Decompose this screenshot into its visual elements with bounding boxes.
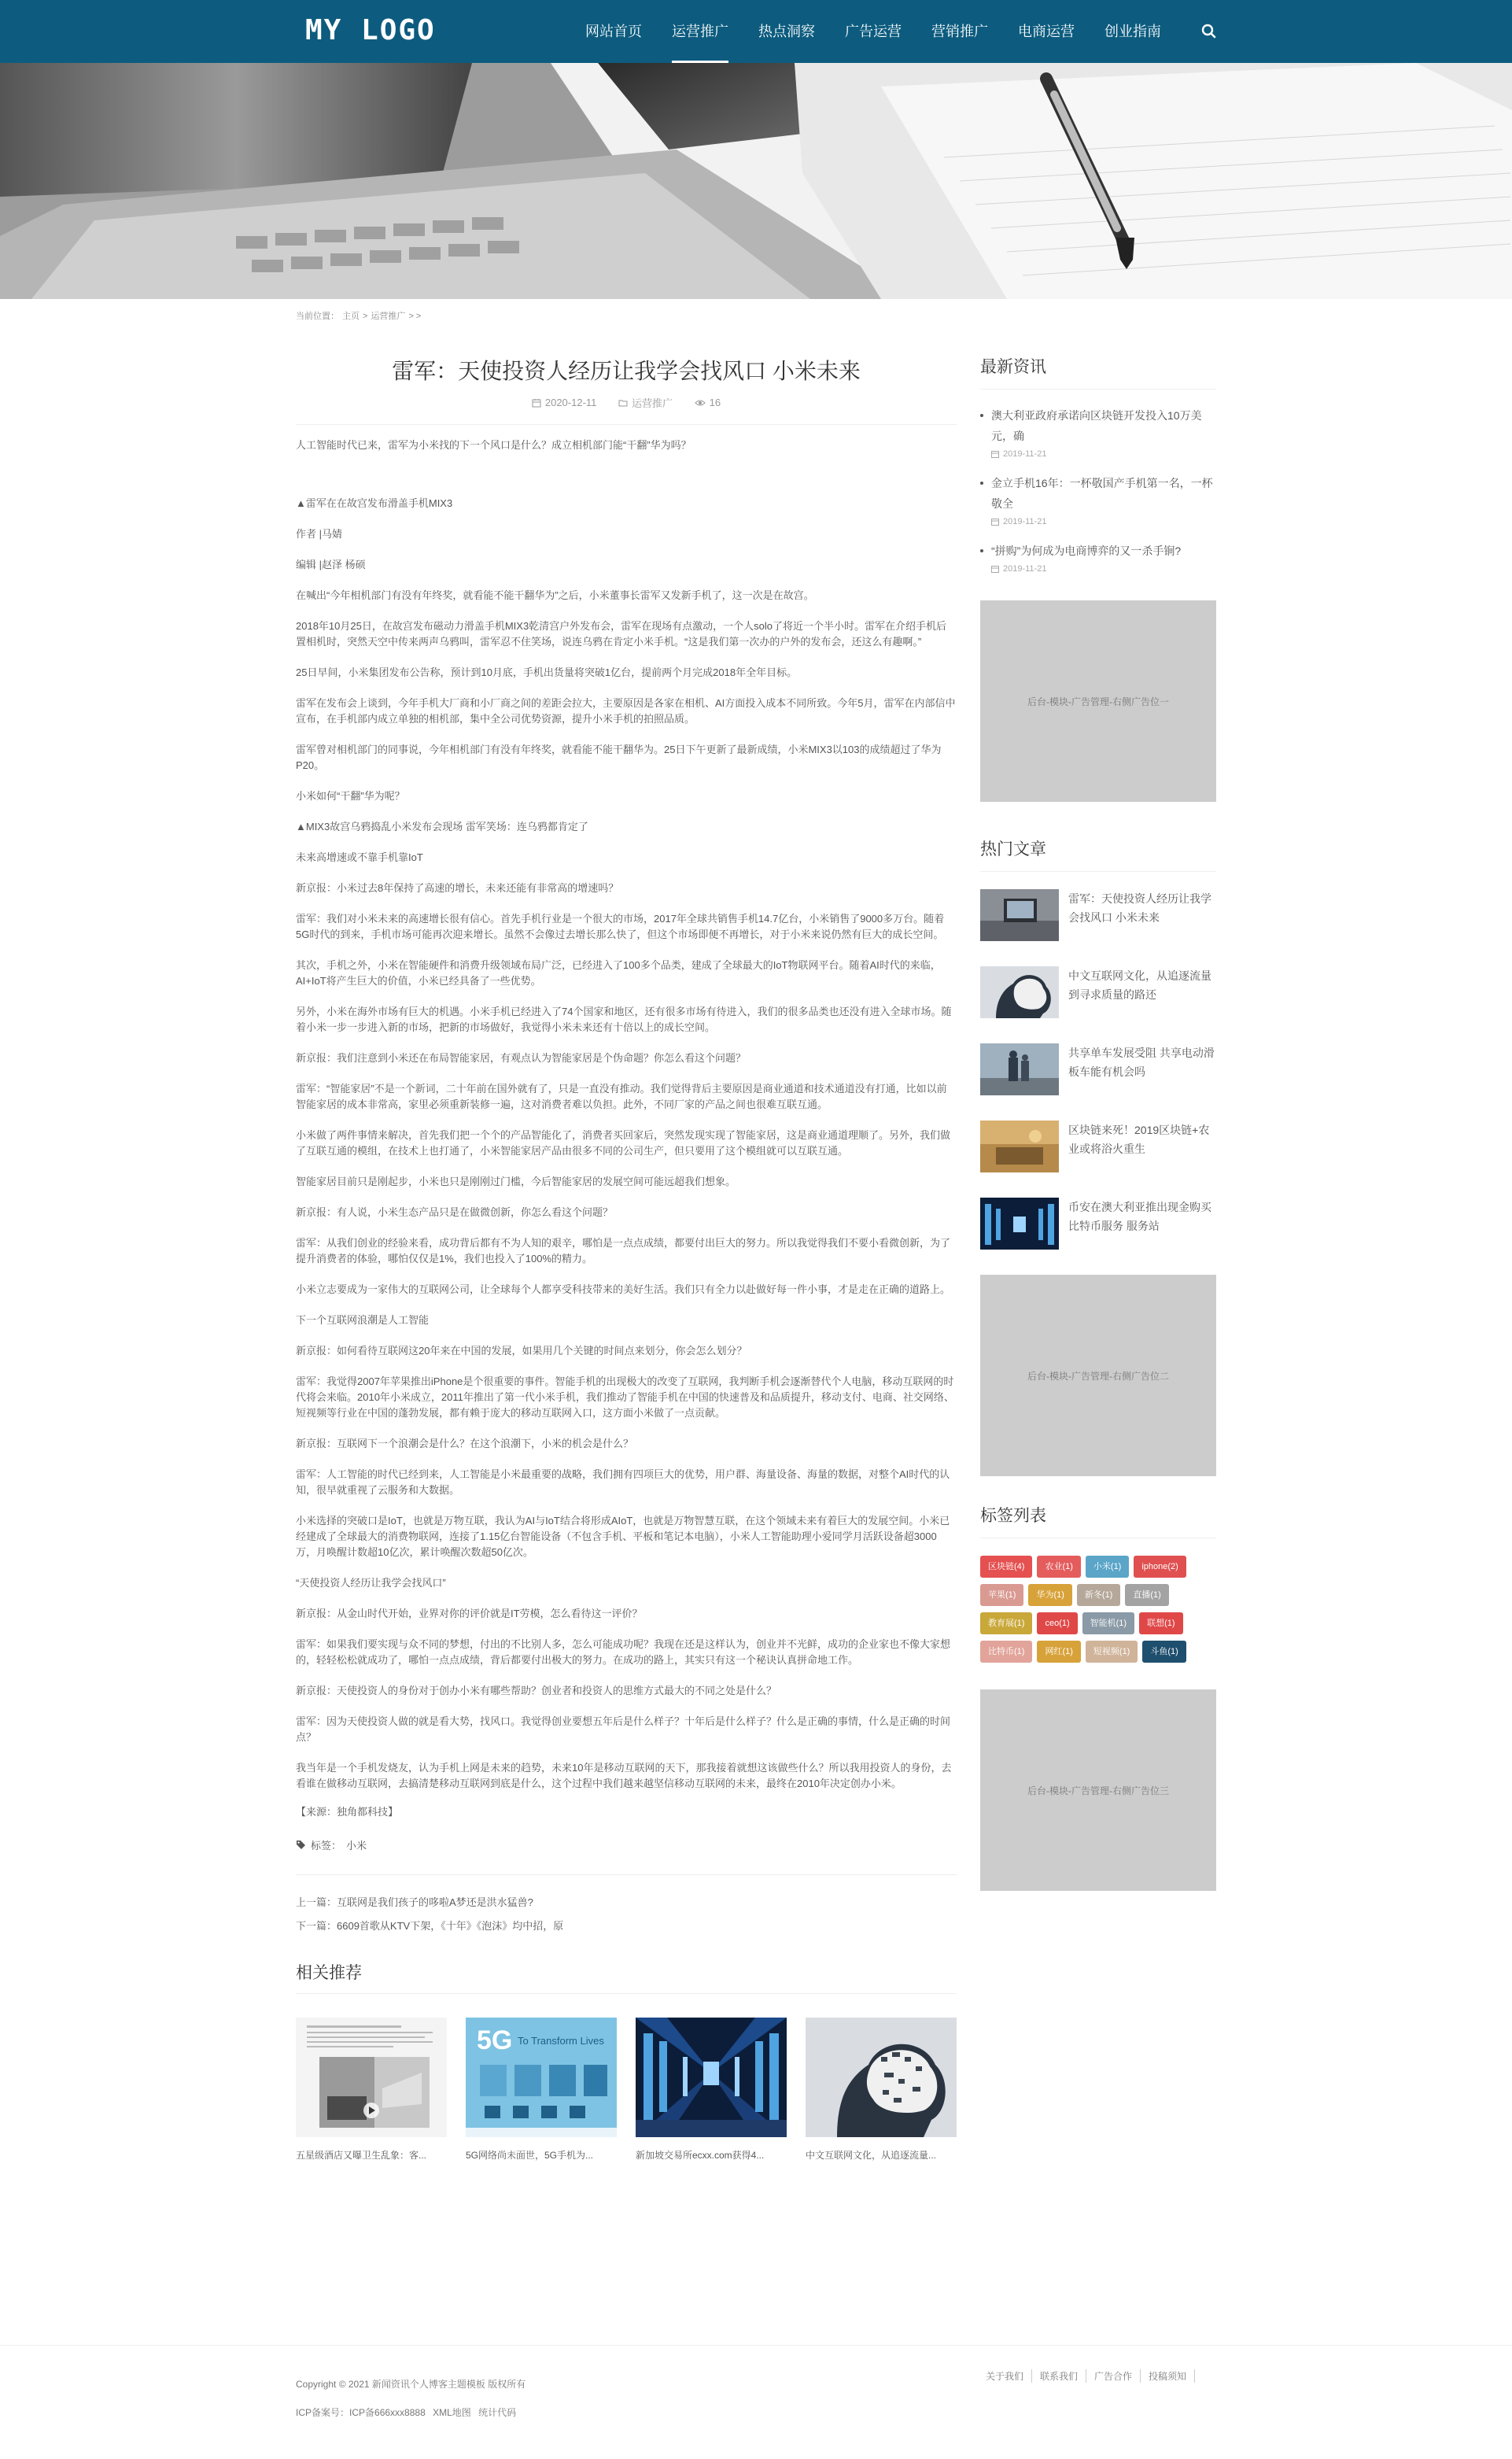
article-date-text: 2020-12-11 — [544, 397, 597, 408]
tag-item[interactable]: ceo(1) — [1037, 1612, 1077, 1634]
article-paragraph: 雷军：我觉得2007年苹果推出iPhone是个很重要的事件。智能手机的出现极大的改变了互联网，我判断手机会逐渐替代个人电脑，移动互联网的时代将会来临。2010年小米成立，2011年推出了第一代小米手机，我们推动了智能手机在中国的快速普及和品质提升，移动支付、电商、社交网络、短视频等行业在中国的蓬勃发展，都有赖于庞大的移动互联网入口，这方面小米做了一点贡献。 — [296, 1375, 954, 1419]
calendar-icon — [991, 518, 999, 526]
article-paragraph: 雷军：如果我们要实现与众不同的梦想，付出的不比别人多，怎么可能成功呢？我现在还是这样认为，创业并不光鲜，成功的企业家也不像大家想的，轻轻松松就成功了，哪怕一点点成绩，背后都要付出极大的努力。在成功的路上，其实只有这一个秘诀认真拼命地工作。 — [296, 1638, 951, 1666]
related-item[interactable] — [806, 2018, 957, 2162]
article-paragraph: 其次，手机之外，小米在智能硬件和消费升级领域布局广泛，已经进入了100多个品类，建成了全球最大的IoT物联网平台。随着AI时代的来临，AI+IoT将产生巨大的价值，小米已经具备了一些优势。 — [296, 959, 941, 987]
nav-item-ecommerce[interactable]: 电商运营 — [1018, 24, 1075, 39]
news-date — [980, 564, 1216, 574]
site-header — [0, 0, 1512, 63]
calendar-icon — [532, 398, 541, 408]
tag-item[interactable]: 新冬(1) — [1077, 1584, 1120, 1606]
related-5g-subtitle: To Transform Lives — [518, 2035, 604, 2047]
article-paragraph: 人工智能时代已来，雷军为小米找的下一个风口是什么？成立相机部门能“干翻”华为吗？ — [296, 439, 691, 451]
hot-article-thumbnail[interactable] — [980, 966, 1059, 1018]
related-title: 相关推荐 — [296, 1960, 957, 1994]
nav-item-home[interactable]: 网站首页 — [585, 24, 642, 39]
tag-item[interactable]: 斗鱼(1) — [1142, 1641, 1186, 1663]
news-date-text: 2019-11-21 — [1003, 517, 1047, 526]
footer-links — [986, 2369, 1195, 2383]
icp-label: ICP备案号： — [296, 2407, 350, 2418]
news-item[interactable] — [980, 541, 1216, 574]
hot-article-title[interactable]: 中文互联网文化，从追逐流量到寻求质量的路还 — [1068, 969, 1211, 1001]
article-paragraph: 新京报：有人说，小米生态产品只是在做微创新，你怎么看这个问题？ — [296, 1206, 614, 1218]
ad-slot-3[interactable]: 后台-模块-广告管理-右侧广告位三 — [980, 1689, 1216, 1891]
next-article-link[interactable]: 6609首歌从KTV下架，《十年》《泡沫》均中招，原 — [337, 1920, 564, 1932]
article-tag-link[interactable]: 小米 — [346, 1840, 367, 1852]
related-caption[interactable]: 5G网络尚未面世，5G手机为... — [466, 2150, 594, 2161]
tag-item[interactable]: 农业(1) — [1037, 1556, 1080, 1578]
xml-map-link[interactable]: XML地图 — [433, 2407, 471, 2418]
article-paragraph: 小米选择的突破口是IoT，也就是万物互联，我认为AI与IoT结合将形成AIoT，也就是万物智慧互联，在这个领域未来有着巨大的发展空间。小米已经建成了全球最大的消费物联网，连接了1.15亿台智能设备（不包含手机、平板和笔记本电脑），小米人工智能助理小爱同学月活跃设备超3000万，月唤醒计数超10亿次，累计唤醒次数超50亿次。 — [296, 1515, 950, 1558]
copyright: Copyright © 2021 新闻资讯个人博客主题模板 版权所有 — [296, 2379, 526, 2390]
news-title[interactable]: 金立手机16年：一杯敬国产手机第一名，一杯敬全 — [980, 473, 1216, 514]
article-tags-label: 标签： — [311, 1840, 342, 1852]
article-body — [296, 438, 957, 1792]
hero-banner-image — [0, 63, 1512, 299]
hot-article-item[interactable] — [980, 966, 1216, 1018]
prev-article — [296, 1891, 957, 1914]
article-paragraph: 雷军在发布会上谈到，今年手机大厂商和小厂商之间的差距会拉大，主要原因是各家在相机、AI方面投入成本不同所致。今年5月，雷军在内部信中宣布，在手机部内成立单独的相机部，集中全公司优势资源，提升小米手机的拍照品质。 — [296, 697, 956, 725]
article-meta — [296, 395, 957, 425]
article-paragraph: 小米立志要成为一家伟大的互联网公司，让全球每个人都享受科技带来的美好生活。我们只有全力以赴做好每一件小事，才是走在正确的道路上。 — [296, 1283, 951, 1295]
article-category[interactable] — [618, 395, 673, 410]
hot-article-item[interactable] — [980, 1043, 1216, 1095]
article-paragraph: 我当年是一个手机发烧友，认为手机上网是未来的趋势，未来10年是移动互联网的天下，那我接着就想这该做些什么？所以我用投资人的身份，去看谁在做移动互联网，去搞清楚移动互联网到底是什么，这个过程中我们越来越坚信移动互联网的未来，最终在2010年决定创办小米。 — [296, 1762, 952, 1789]
latest-news-title: 最新资讯 — [980, 354, 1216, 390]
news-title[interactable]: “拼购”为何成为电商博弈的又一杀手锏? — [980, 541, 1216, 561]
tag-list — [980, 1556, 1210, 1663]
tag-item[interactable]: 小米(1) — [1086, 1556, 1129, 1578]
prev-label: 上一篇： — [296, 1896, 337, 1908]
tag-item[interactable]: 比特币(1) — [980, 1641, 1032, 1663]
article-paragraph: 编辑 |赵泽 杨硕 — [296, 559, 366, 570]
site-footer — [0, 2345, 1512, 2459]
article-paragraph: 未来高增速或不靠手机靠IoT — [296, 851, 423, 863]
related-caption[interactable]: 新加坡交易所ecxx.com获得4... — [636, 2150, 765, 2161]
news-item[interactable] — [980, 405, 1216, 459]
folder-icon — [618, 398, 628, 408]
hot-article-thumbnail[interactable] — [980, 889, 1059, 941]
footer-link-ads[interactable]: 广告合作 — [1086, 2369, 1141, 2383]
breadcrumb-category[interactable]: 运营推广 — [371, 312, 406, 321]
tag-icon — [296, 1840, 306, 1850]
news-title[interactable]: 澳大利亚政府承诺向区块链开发投入10万美元，确 — [980, 405, 1216, 446]
article-paragraph: 新京报：天使投资人的身份对于创办小米有哪些帮助？创业者和投资人的思维方式最大的不同之处是什么？ — [296, 1685, 777, 1697]
news-date-text: 2019-11-21 — [1003, 449, 1047, 459]
latest-news-list — [980, 405, 1216, 574]
tag-item[interactable]: 教育展(1) — [980, 1612, 1032, 1634]
breadcrumb-sep: > — [363, 312, 368, 321]
calendar-icon — [991, 565, 999, 573]
main-nav — [585, 0, 1191, 63]
related-caption[interactable]: 中文互联网文化，从追逐流量... — [806, 2150, 937, 2161]
footer-link-about[interactable]: 关于我们 — [986, 2369, 1032, 2383]
related-5g-title: 5G — [477, 2025, 513, 2055]
hot-articles-title: 热门文章 — [980, 836, 1216, 872]
nav-item-marketing[interactable]: 营销推广 — [931, 24, 988, 39]
hot-article-title[interactable]: 区块链来死！2019区块链+农业或将浴火重生 — [1068, 1124, 1210, 1155]
article-paragraph: 雷军：“智能家居”不是一个新词，二十年前在国外就有了，只是一直没有推动。我们觉得背后主要原因是商业通道和技术通道没有打通，比如以前智能家居的成本非常高，家里必须重新装修一遍，这对消费者难以负担。此外，不同厂家的产品之间也很难互联互通。 — [296, 1083, 947, 1110]
hot-article-title[interactable]: 共享单车发展受阻 共享电动滑板车能有机会吗 — [1068, 1047, 1215, 1078]
breadcrumb — [296, 309, 424, 322]
breadcrumb-tail: > > — [408, 312, 422, 321]
article-source: 【来源：独角都科技】 — [296, 1806, 399, 1818]
article-paragraph: 2018年10月25日，在故宫发布磁动力滑盖手机MIX3乾清宫户外发布会，雷军在现场有点激动，一个人solo了将近一个半小时。雷军在介绍手机后置相机时，突然天空中传来两声乌鸦叫，雷军忍不住笑场，说连乌鸦在肯定小米手机。“这是我们第一次办的户外的发布会，还这么有趣啊。” — [296, 620, 947, 648]
article-paragraph: ▲雷军在在故宫发布滑盖手机MIX3 — [296, 497, 453, 509]
article-paragraph: 另外，小米在海外市场有巨大的机遇。小米手机已经进入了74个国家和地区，还有很多市场有待进入，我们的很多品类也还没有进入全球市场。随着小米一步一步进入新的市场，把新的市场做好，我觉得小米未来还有十倍以上的成长空间。 — [296, 1006, 952, 1033]
article-title: 雷军：天使投资人经历让我学会找风口 小米未来 — [392, 359, 861, 383]
article-paragraph: 新京报：我们注意到小米还在布局智能家居，有观点认为智能家居是个伪命题？你怎么看这个问题？ — [296, 1052, 747, 1064]
tag-item[interactable]: 网红(1) — [1037, 1641, 1080, 1663]
article-paragraph: 在喊出“今年相机部门有没有年终奖，就看能不能干翻华为”之后，小米董事长雷军又发新手机了，这一次是在故宫。 — [296, 589, 814, 601]
news-date-text: 2019-11-21 — [1003, 564, 1047, 574]
icp-info — [296, 2405, 516, 2419]
article-category-text: 运营推广 — [632, 397, 673, 409]
tag-item[interactable]: 智能机(1) — [1082, 1612, 1134, 1634]
prev-article-link[interactable]: 互联网是我们孩子的哆啦A梦还是洪水猛兽? — [337, 1896, 533, 1908]
article-paragraph: 智能家居目前只是刚起步，小米也只是刚刚过门槛，今后智能家居的发展空间可能远超我们想象。 — [296, 1176, 736, 1187]
search-icon[interactable] — [1199, 21, 1219, 42]
hot-article-thumbnail[interactable] — [980, 1121, 1059, 1172]
related-item[interactable] — [636, 2018, 787, 2162]
icp-number[interactable]: ICP备666xxx8888 — [349, 2407, 426, 2418]
footer-link-submission[interactable]: 投稿须知 — [1141, 2369, 1195, 2383]
hot-articles-list — [980, 889, 1216, 1250]
nav-item-operation-promotion[interactable]: 运营推广 — [672, 0, 728, 63]
hot-article-title[interactable]: 币安在澳大利亚推出现金购买比特币服务 服务站 — [1068, 1201, 1211, 1232]
eye-icon — [695, 398, 706, 408]
footer-link-contact[interactable]: 联系我们 — [1032, 2369, 1086, 2383]
site-logo[interactable]: MY LOGO — [305, 14, 436, 46]
news-date — [980, 517, 1216, 526]
tag-item[interactable]: 短视频(1) — [1086, 1641, 1138, 1663]
related-item[interactable] — [466, 2018, 617, 2162]
related-thumbnail[interactable] — [466, 2018, 617, 2137]
calendar-icon — [991, 450, 999, 458]
article-paragraph: 小米做了两件事情来解决，首先我们把一个个的产品智能化了，消费者买回家后，突然发现实现了智能家居，这是商业通道理顺了。另外，我们做了互联互通的模组，在技术上也打通了，小米智能家居产品由很多不同的公司生产，但只要用了这个模组就可以互联互通。 — [296, 1129, 951, 1157]
article-paragraph: 新京报：如何看待互联网这20年来在中国的发展，如果用几个关键的时间点来划分，你会怎么划分？ — [296, 1345, 747, 1357]
article — [296, 354, 957, 2162]
ad-slot-1[interactable]: 后台-模块-广告管理-右侧广告位一 — [980, 600, 1216, 802]
article-paragraph: 新京报：互联网下一个浪潮会是什么？在这个浪潮下，小米的机会是什么？ — [296, 1438, 634, 1449]
article-views-text: 16 — [709, 397, 721, 408]
hot-article-item[interactable] — [980, 889, 1216, 941]
news-item[interactable] — [980, 473, 1216, 526]
tag-item[interactable]: 区块链(4) — [980, 1556, 1032, 1578]
nav-item-hot-insights[interactable]: 热点洞察 — [758, 24, 815, 39]
related-thumbnail[interactable] — [636, 2018, 787, 2137]
tag-item[interactable]: 直播(1) — [1125, 1584, 1168, 1606]
article-paragraph: 雷军：我们对小米未来的高速增长很有信心。首先手机行业是一个很大的市场，2017年全球共销售手机14.7亿台，小米销售了9000多万台。随着5G时代的到来，手机市场可能再次迎来增长。虽然不会像过去增长那么快了，但这个市场即便不再增长，对于小米来说仍然有巨大的成长空间。 — [296, 913, 945, 940]
next-article — [296, 1914, 957, 1938]
tag-list-title: 标签列表 — [980, 1503, 1216, 1538]
news-date — [980, 449, 1216, 459]
hot-article-thumbnail[interactable] — [980, 1198, 1059, 1250]
tag-item[interactable]: 苹果(1) — [980, 1584, 1023, 1606]
ad-slot-2[interactable]: 后台-模块-广告管理-右侧广告位二 — [980, 1275, 1216, 1476]
article-paragraph: 新京报：小米过去8年保持了高速的增长，未来还能有非常高的增速吗？ — [296, 882, 619, 894]
article-paragraph: ▲MIX3故宫乌鸦捣乱小米发布会现场 雷军笑场：连乌鸦都肯定了 — [296, 821, 588, 833]
article-views — [695, 397, 721, 408]
prev-next-nav — [296, 1891, 957, 1938]
tag-item[interactable]: 联想(1) — [1139, 1612, 1182, 1634]
article-paragraph: “天使投资人经历让我学会找风口” — [296, 1577, 446, 1589]
nav-item-ad-operation[interactable]: 广告运营 — [845, 24, 902, 39]
related-caption[interactable]: 五星级酒店又曝卫生乱象：客... — [296, 2150, 427, 2161]
article-tags — [296, 1837, 957, 1875]
tag-item[interactable]: 华为(1) — [1028, 1584, 1071, 1606]
article-paragraph: 下一个互联网浪潮是人工智能 — [296, 1314, 430, 1326]
hot-article-item[interactable] — [980, 1121, 1216, 1172]
breadcrumb-home[interactable]: 主页 — [342, 312, 360, 321]
next-label: 下一篇： — [296, 1920, 337, 1932]
article-paragraph: 作者 |马婧 — [296, 528, 342, 540]
hot-article-thumbnail[interactable] — [980, 1043, 1059, 1095]
hot-article-title[interactable]: 雷军：天使投资人经历让我学会找风口 小米未来 — [1068, 892, 1211, 924]
related-list — [296, 2018, 957, 2162]
article-paragraph: 新京报：从金山时代开始，业界对你的评价就是IT劳模，怎么看待这一评价？ — [296, 1608, 643, 1619]
related-thumbnail[interactable] — [296, 2018, 447, 2137]
article-paragraph: 小米如何“干翻”华为呢？ — [296, 790, 405, 802]
article-paragraph: 雷军：因为天使投资人做的就是看大势，找风口。我觉得创业要想五年后是什么样子？十年后是什么样子？什么是正确的事情，什么是正确的时间点？ — [296, 1715, 951, 1743]
breadcrumb-prefix: 当前位置： — [296, 312, 339, 321]
related-thumbnail[interactable] — [806, 2018, 957, 2137]
article-paragraph: 雷军：从我们创业的经验来看，成功背后都有不为人知的艰辛，哪怕是一点点成绩，都要付出巨大的努力。所以我觉得我们不要小看微创新，为了提升消费者的体验，哪怕仅仅是1%，我们也投入了100%的精力。 — [296, 1237, 951, 1265]
related-item[interactable] — [296, 2018, 447, 2162]
article-date — [532, 397, 597, 408]
nav-item-startup-guide[interactable]: 创业指南 — [1104, 24, 1161, 39]
sidebar — [980, 354, 1216, 1891]
article-paragraph: 雷军曾对相机部门的同事说，今年相机部门有没有年终奖，就看能不能干翻华为。25日下午更新了最新成绩，小米MIX3以103的成绩超过了华为P20。 — [296, 744, 942, 771]
article-paragraph: 雷军：人工智能的时代已经到来，人工智能是小米最重要的战略，我们拥有四项巨大的优势，用户群、海量设备、海量的数据，对整个AI时代的认知，很早就重视了云服务和大数据。 — [296, 1468, 950, 1496]
hot-article-item[interactable] — [980, 1198, 1216, 1250]
tag-item[interactable]: iphone(2) — [1134, 1556, 1186, 1578]
article-paragraph: 25日早间，小米集团发布公告称，预计到10月底，手机出货量将突破1亿台，提前两个月完成2018年全年目标。 — [296, 666, 798, 678]
stats-code: 统计代码 — [478, 2407, 517, 2418]
